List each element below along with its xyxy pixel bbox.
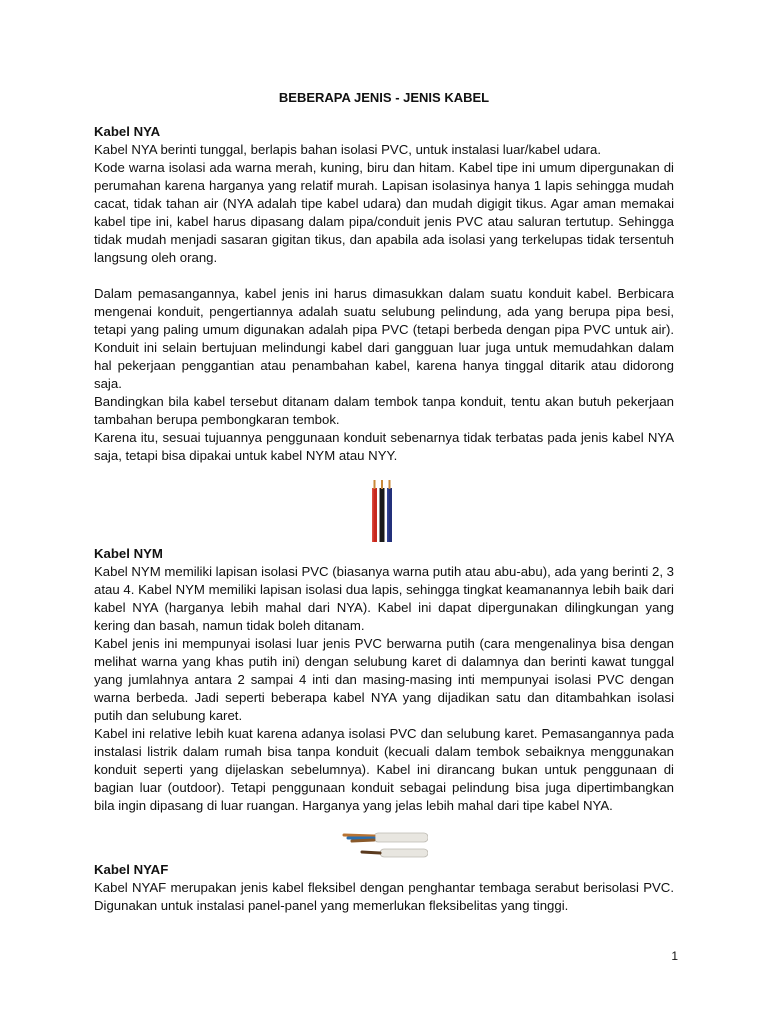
section-kabel-nya: [94, 123, 674, 267]
section-heading: Kabel NYAF: [94, 862, 169, 877]
paragraph: Kabel ini relative lebih kuat karena adanya isolasi PVC dan selubung karet. Pemasangannya pada instalasi listrik dalam rumah bisa tanpa konduit (kecuali dalam tembok sebaiknya menggunakan konduit seperti yang dijelaskan sebelumnya). Kabel ini dirancang bukan untuk penggunaan di bagian luar (outdoor). Tetapi penggunaan konduit sebagai pelindung bisa juga dipertimbangkan bila ingin dipasang di luar ruangan. Harganya yang jelas lebih mahal dari tipe kabel NYA.: [94, 726, 674, 813]
paragraph: Kabel jenis ini mempunyai isolasi luar jenis PVC berwarna putih (cara mengenalinya bisa dengan melihat warna yang khas putih ini) dengan selubung karet di dalamnya dan berinti kawat tunggal yang jumlahnya antara 2 sampai 4 inti dan masing-masing inti mempunyai isolasi PVC dengan warna berbeda. Jadi seperti beberapa kabel NYA yang dijadikan satu dan ditambahkan isolasi putih dan selubung karet.: [94, 636, 674, 723]
section-heading: Kabel NYA: [94, 124, 161, 139]
nym-cable-illustration-icon: [340, 827, 428, 861]
section-kabel-nyaf: [94, 861, 674, 915]
paragraph: Kode warna isolasi ada warna merah, kuning, biru dan hitam. Kabel tipe ini umum dipergunakan di perumahan karena harganya yang relatif murah. Lapisan isolasinya hanya 1 lapis sehingga mudah cacat, tidak tahan air (NYA adalah tipe kabel udara) dan mudah digigit tikus. Agar aman memakai kabel tipe ini, kabel harus dipasang dalam pipa/conduit jenis PVC atau saluran tertutup. Sehingga tidak mudah menjadi sasaran gigitan tikus, dan apabila ada isolasi yang terkelupas tidak tersentuh langsung oleh orang.: [94, 160, 674, 265]
paragraph: Karena itu, sesuai tujuannya penggunaan konduit sebenarnya tidak terbatas pada jenis kabel NYA saja, tetapi bisa dipakai untuk kabel NYM atau NYY.: [94, 430, 674, 463]
paragraph: Dalam pemasangannya, kabel jenis ini harus dimasukkan dalam suatu konduit kabel. Berbicara mengenai konduit, pengertiannya adalah suatu selubung pelindung, ada yang berupa pipa besi, tetapi yang paling umum digunakan adalah pipa PVC (tetapi berbeda dengan pipa PVC untuk air). Konduit ini selain bertujuan melindungi kabel dari gangguan luar juga untuk memudahkan dalam hal pekerjaan penggantian atau penambahan kabel, karena hanya tinggal ditarik atau didorong saja.: [94, 286, 674, 391]
paragraph: Kabel NYM memiliki lapisan isolasi PVC (biasanya warna putih atau abu-abu), ada yang berinti 2, 3 atau 4. Kabel NYM memiliki lapisan isolasi dua lapis, sehingga tingkat keamanannya lebih baik dari kabel NYA (harganya lebih mahal dari NYA). Kabel ini dapat dipergunakan dilingkungan yang kering dan basah, namun tidak boleh ditanam.: [94, 564, 674, 633]
nya-cable-illustration-icon: [366, 478, 398, 542]
section-kabel-nym: [94, 545, 674, 815]
paragraph: Bandingkan bila kabel tersebut ditanam dalam tembok tanpa konduit, tentu akan butuh pekerjaan tambahan berupa pembongkaran tembok.: [94, 394, 674, 427]
section-heading: Kabel NYM: [94, 546, 163, 561]
paragraph: Kabel NYAF merupakan jenis kabel fleksibel dengan penghantar tembaga serabut berisolasi PVC. Digunakan untuk instalasi panel-panel yang memerlukan fleksibelitas yang tinggi.: [94, 880, 674, 913]
section-konduit: [94, 285, 674, 465]
page-number: 1: [671, 949, 678, 963]
paragraph: Kabel NYA berinti tunggal, berlapis bahan isolasi PVC, untuk instalasi luar/kabel udara.: [94, 142, 602, 157]
document-title: BEBERAPA JENIS - JENIS KABEL: [278, 90, 490, 105]
